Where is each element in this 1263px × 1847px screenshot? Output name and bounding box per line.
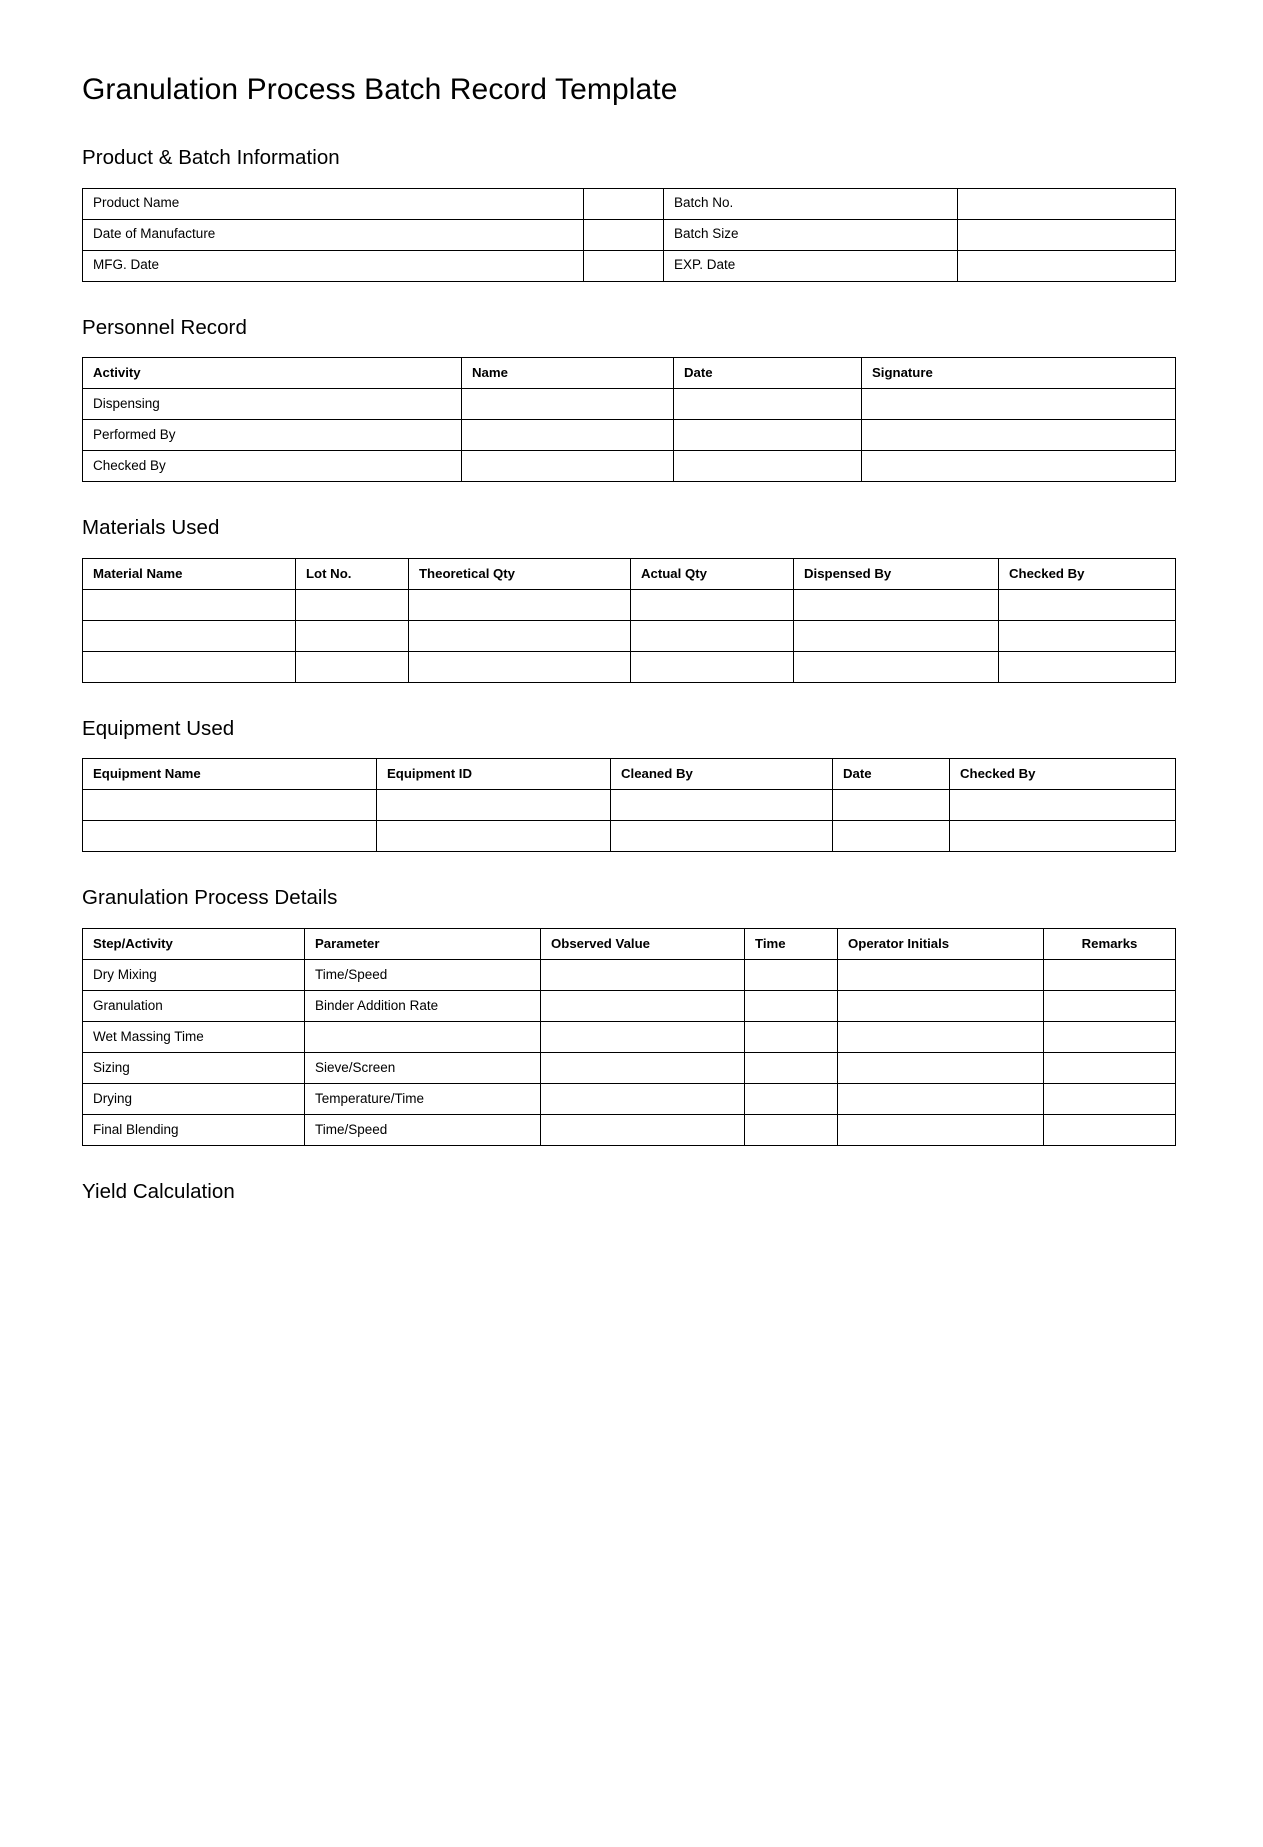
table-row (83, 250, 1176, 281)
table-row (83, 1052, 1176, 1083)
column-header-parameter: Parameter (305, 928, 541, 959)
cell-time[interactable] (745, 1021, 838, 1052)
cell-name[interactable] (462, 389, 674, 420)
cell-checked-by[interactable] (999, 651, 1176, 682)
cell-remarks[interactable] (1044, 1052, 1176, 1083)
cell-lot-no[interactable] (296, 651, 409, 682)
cell-activity: Checked By (83, 451, 462, 482)
cell-parameter: Temperature/Time (305, 1083, 541, 1114)
cell-dispensed-by[interactable] (794, 589, 999, 620)
cell-time[interactable] (745, 1114, 838, 1145)
spacer (82, 852, 1191, 886)
table-row (83, 1114, 1176, 1145)
table-row (83, 188, 1176, 219)
granulation-process-details-table (82, 928, 1176, 1146)
cell-date[interactable] (833, 790, 950, 821)
cell-signature[interactable] (862, 451, 1176, 482)
section-heading-materials-used: Materials Used (82, 516, 220, 540)
spacer (82, 282, 1191, 316)
spacer (82, 1146, 1191, 1180)
cell-operator-initials[interactable] (838, 1114, 1044, 1145)
cell-cleaned-by[interactable] (611, 790, 833, 821)
cell-checked-by[interactable] (999, 620, 1176, 651)
table-row (83, 1083, 1176, 1114)
column-header-actual-qty: Actual Qty (631, 558, 794, 589)
cell-checked-by[interactable] (950, 821, 1176, 852)
cell-batch-no-value[interactable] (958, 188, 1176, 219)
cell-equipment-id[interactable] (377, 790, 611, 821)
column-header-remarks: Remarks (1044, 928, 1176, 959)
column-header-material-name: Material Name (83, 558, 296, 589)
cell-remarks[interactable] (1044, 990, 1176, 1021)
column-header-equipment-id: Equipment ID (377, 759, 611, 790)
cell-theoretical-qty[interactable] (409, 620, 631, 651)
spacer (82, 683, 1191, 717)
section-heading-product-batch-information: Product & Batch Information (82, 146, 340, 169)
cell-activity: Dispensing (83, 389, 462, 420)
cell-actual-qty[interactable] (631, 651, 794, 682)
cell-date[interactable] (674, 451, 862, 482)
table-header-row (83, 928, 1176, 959)
cell-parameter: Time/Speed (305, 1114, 541, 1145)
cell-signature[interactable] (862, 389, 1176, 420)
cell-time[interactable] (745, 990, 838, 1021)
column-header-equipment-name: Equipment Name (83, 759, 377, 790)
cell-observed-value[interactable] (541, 990, 745, 1021)
cell-parameter: Time/Speed (305, 959, 541, 990)
cell-parameter: Binder Addition Rate (305, 990, 541, 1021)
table-row (83, 959, 1176, 990)
table-row (83, 219, 1176, 250)
column-header-date: Date (833, 759, 950, 790)
page-title: Granulation Process Batch Record Template (82, 73, 678, 106)
spacer (82, 108, 1191, 146)
spacer (82, 911, 1191, 928)
table-header-row (83, 558, 1176, 589)
cell-date[interactable] (833, 821, 950, 852)
section-heading-personnel-record: Personnel Record (82, 315, 247, 339)
column-header-checked-by: Checked By (999, 558, 1176, 589)
cell-signature[interactable] (862, 420, 1176, 451)
cell-parameter (305, 1021, 541, 1052)
column-header-cleaned-by: Cleaned By (611, 759, 833, 790)
cell-mfg-date-value[interactable] (584, 250, 664, 281)
cell-step-activity: Dry Mixing (83, 959, 305, 990)
column-header-observed-value: Observed Value (541, 928, 745, 959)
table-row (83, 651, 1176, 682)
table-row (83, 990, 1176, 1021)
column-header-activity: Activity (83, 358, 462, 389)
product-batch-information-table (82, 188, 1176, 282)
section-heading-yield-calculation: Yield Calculation (82, 1179, 235, 1203)
table-row (83, 451, 1176, 482)
cell-dispensed-by[interactable] (794, 651, 999, 682)
cell-material-name[interactable] (83, 589, 296, 620)
cell-observed-value[interactable] (541, 1114, 745, 1145)
cell-step-activity: Sizing (83, 1052, 305, 1083)
cell-step-activity: Drying (83, 1083, 305, 1114)
column-header-operator-initials: Operator Initials (838, 928, 1044, 959)
cell-equipment-name[interactable] (83, 790, 377, 821)
table-header-row (83, 759, 1176, 790)
spacer (82, 340, 1191, 357)
cell-date-of-manufacture-label: Date of Manufacture (83, 219, 584, 250)
column-header-lot-no: Lot No. (296, 558, 409, 589)
cell-remarks[interactable] (1044, 959, 1176, 990)
cell-batch-size-value[interactable] (958, 219, 1176, 250)
cell-observed-value[interactable] (541, 1021, 745, 1052)
column-header-dispensed-by: Dispensed By (794, 558, 999, 589)
column-header-theoretical-qty: Theoretical Qty (409, 558, 631, 589)
cell-name[interactable] (462, 420, 674, 451)
column-header-time: Time (745, 928, 838, 959)
cell-step-activity: Granulation (83, 990, 305, 1021)
table-row (83, 1021, 1176, 1052)
cell-equipment-id[interactable] (377, 821, 611, 852)
cell-checked-by[interactable] (999, 589, 1176, 620)
spacer (82, 541, 1191, 558)
cell-remarks[interactable] (1044, 1083, 1176, 1114)
table-row (83, 589, 1176, 620)
table-row (83, 620, 1176, 651)
personnel-record-table (82, 357, 1176, 482)
cell-exp-date-value[interactable] (958, 250, 1176, 281)
cell-actual-qty[interactable] (631, 620, 794, 651)
table-row (83, 790, 1176, 821)
cell-operator-initials[interactable] (838, 990, 1044, 1021)
cell-activity: Performed By (83, 420, 462, 451)
cell-parameter: Sieve/Screen (305, 1052, 541, 1083)
cell-lot-no[interactable] (296, 589, 409, 620)
table-row (83, 420, 1176, 451)
column-header-signature: Signature (862, 358, 1176, 389)
cell-operator-initials[interactable] (838, 959, 1044, 990)
cell-checked-by[interactable] (950, 790, 1176, 821)
cell-theoretical-qty[interactable] (409, 589, 631, 620)
cell-material-name[interactable] (83, 651, 296, 682)
table-header-row (83, 358, 1176, 389)
cell-step-activity: Final Blending (83, 1114, 305, 1145)
cell-batch-size-label: Batch Size (664, 219, 958, 250)
cell-lot-no[interactable] (296, 620, 409, 651)
cell-cleaned-by[interactable] (611, 821, 833, 852)
cell-time[interactable] (745, 1052, 838, 1083)
equipment-used-table (82, 758, 1176, 852)
section-heading-equipment-used: Equipment Used (82, 716, 235, 740)
cell-product-name-value[interactable] (584, 188, 664, 219)
cell-date-of-manufacture-value[interactable] (584, 219, 664, 250)
cell-material-name[interactable] (83, 620, 296, 651)
cell-date[interactable] (674, 389, 862, 420)
cell-product-name-label: Product Name (83, 188, 584, 219)
cell-theoretical-qty[interactable] (409, 651, 631, 682)
cell-time[interactable] (745, 1083, 838, 1114)
cell-step-activity: Wet Massing Time (83, 1021, 305, 1052)
cell-remarks[interactable] (1044, 1114, 1176, 1145)
spacer (82, 482, 1191, 516)
cell-time[interactable] (745, 959, 838, 990)
cell-observed-value[interactable] (541, 959, 745, 990)
spacer (82, 741, 1191, 758)
column-header-step-activity: Step/Activity (83, 928, 305, 959)
column-header-date: Date (674, 358, 862, 389)
cell-actual-qty[interactable] (631, 589, 794, 620)
cell-batch-no-label: Batch No. (664, 188, 958, 219)
table-row (83, 389, 1176, 420)
cell-date[interactable] (674, 420, 862, 451)
cell-name[interactable] (462, 451, 674, 482)
cell-remarks[interactable] (1044, 1021, 1176, 1052)
spacer (82, 171, 1191, 188)
cell-dispensed-by[interactable] (794, 620, 999, 651)
column-header-name: Name (462, 358, 674, 389)
cell-operator-initials[interactable] (838, 1083, 1044, 1114)
materials-used-table (82, 558, 1176, 683)
cell-equipment-name[interactable] (83, 821, 377, 852)
cell-operator-initials[interactable] (838, 1021, 1044, 1052)
cell-exp-date-label: EXP. Date (664, 250, 958, 281)
cell-mfg-date-label: MFG. Date (83, 250, 584, 281)
cell-observed-value[interactable] (541, 1083, 745, 1114)
cell-observed-value[interactable] (541, 1052, 745, 1083)
section-heading-granulation-process-details: Granulation Process Details (82, 886, 338, 910)
cell-operator-initials[interactable] (838, 1052, 1044, 1083)
column-header-checked-by: Checked By (950, 759, 1176, 790)
table-row (83, 821, 1176, 852)
